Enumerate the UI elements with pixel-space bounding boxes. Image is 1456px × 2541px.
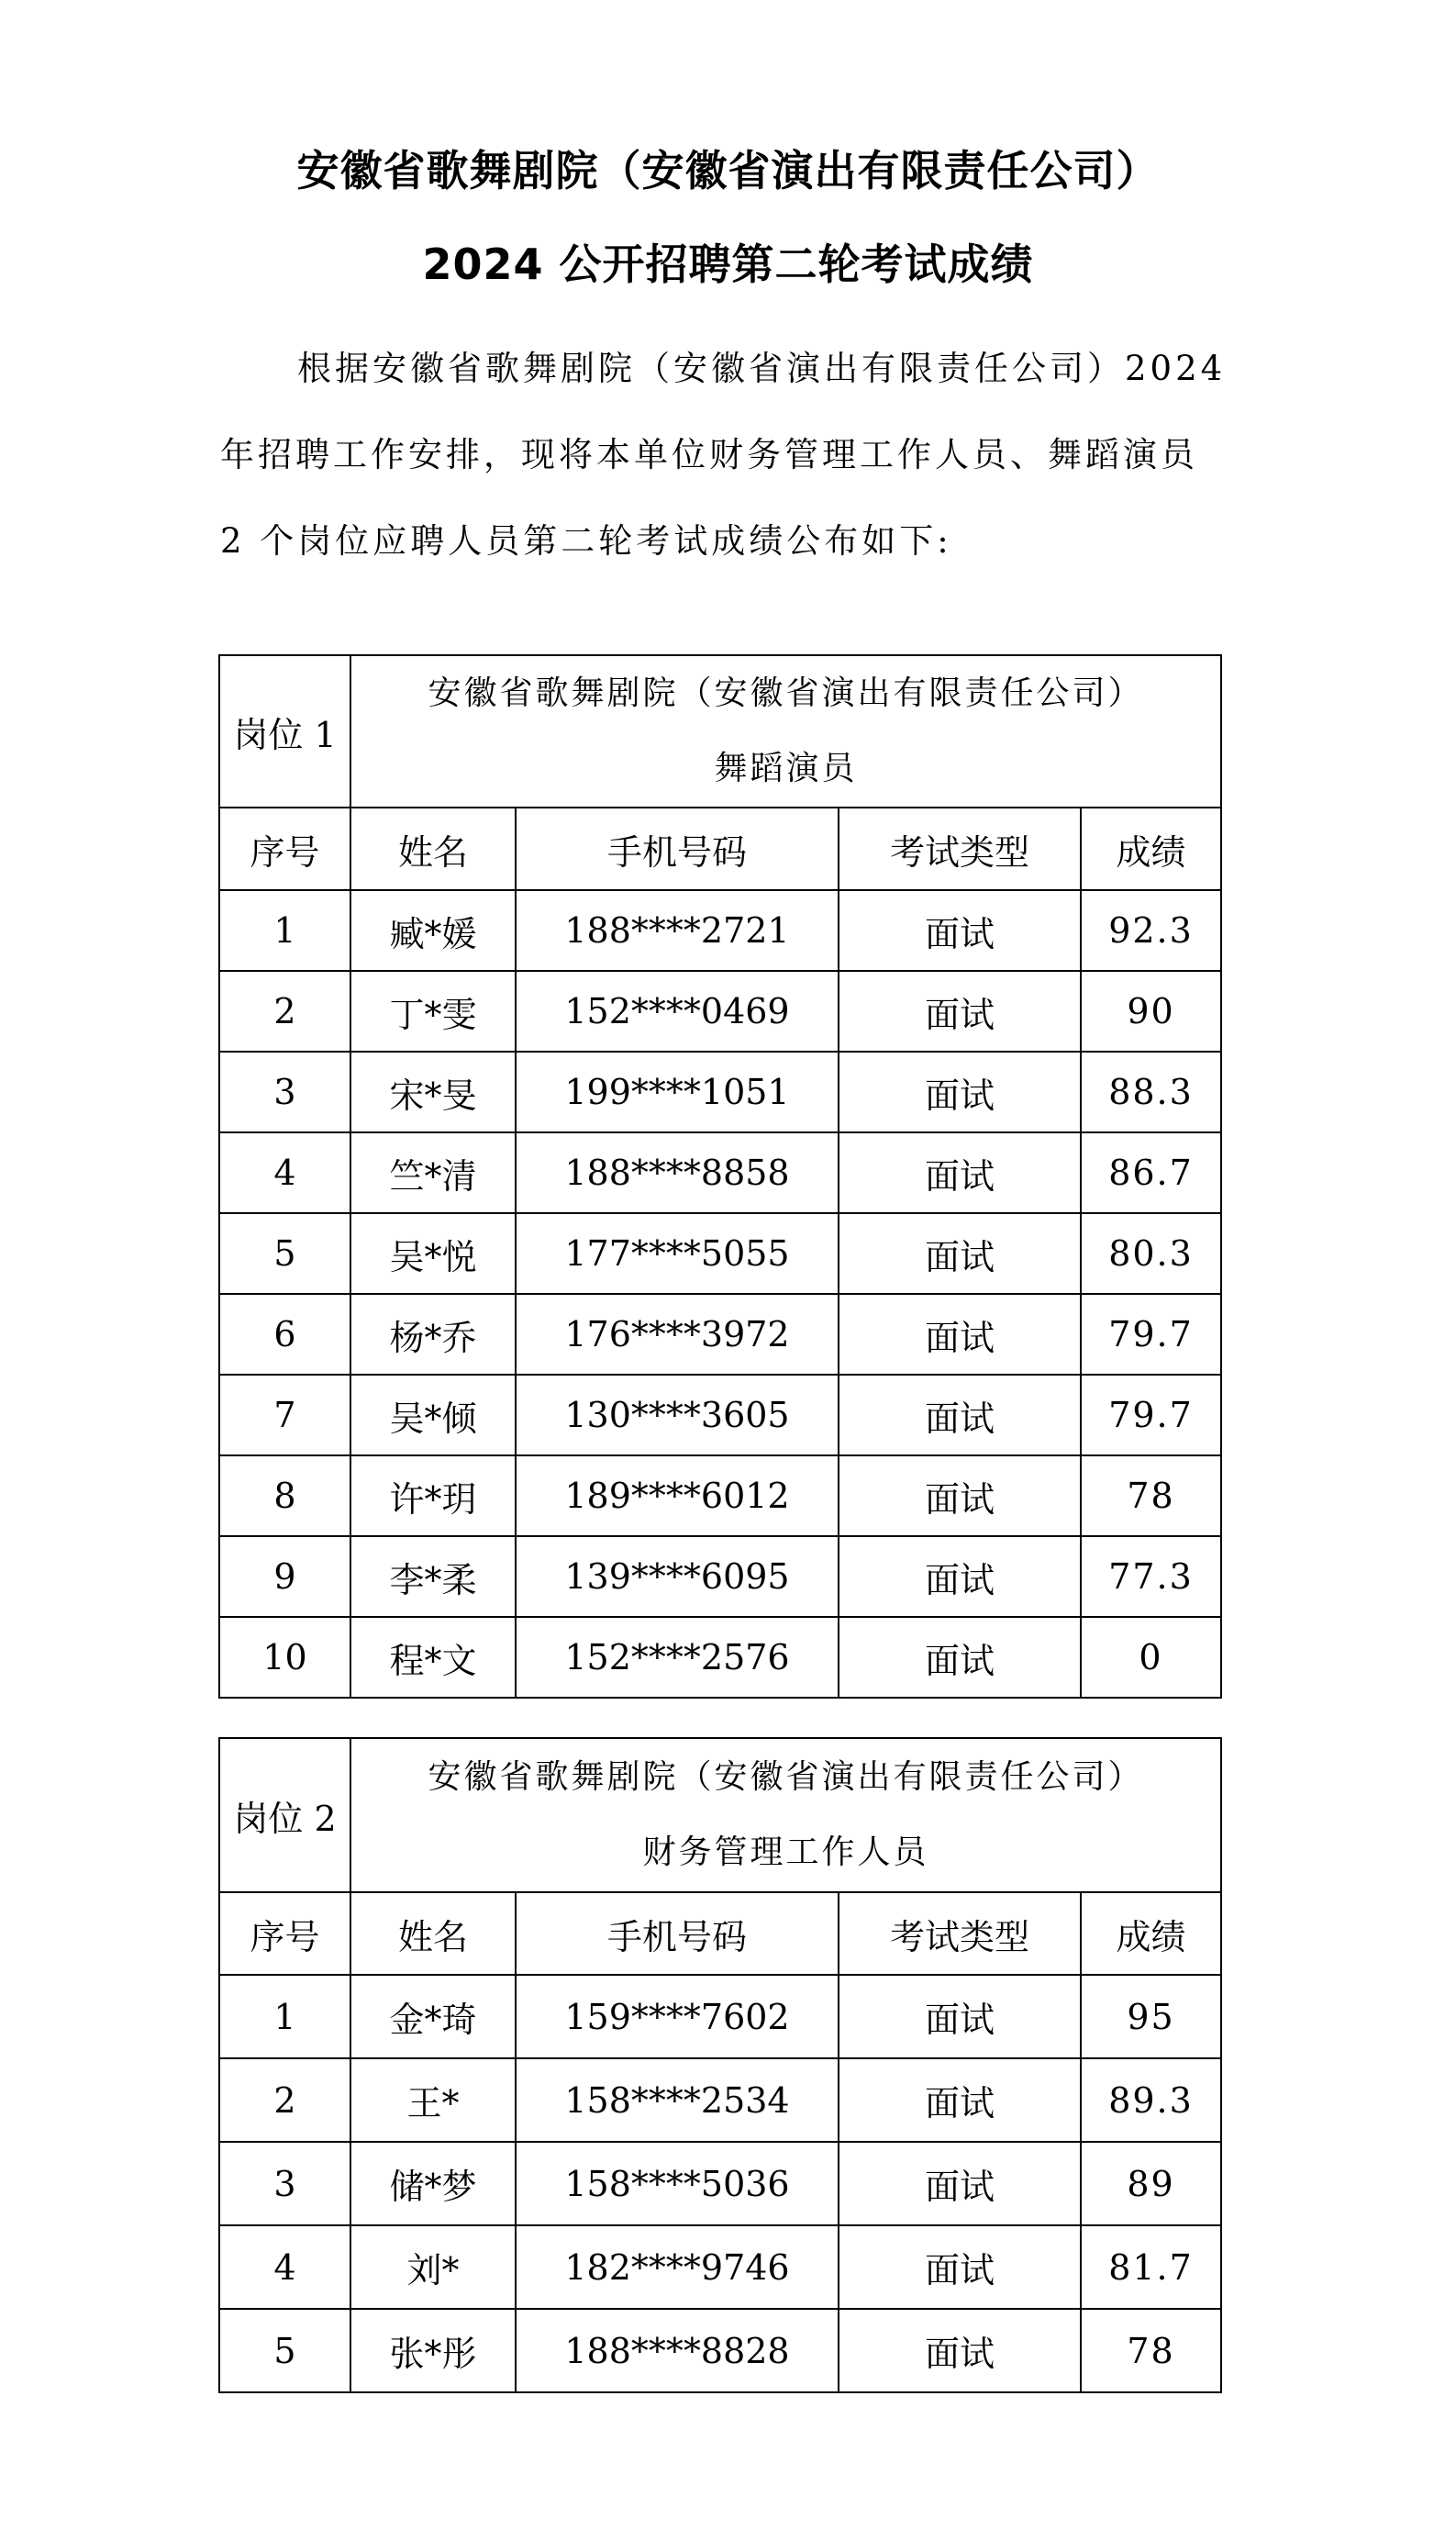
post-title (350, 1738, 1221, 1892)
column-header-no: 序号 (219, 808, 350, 890)
cell-no: 7 (219, 1375, 350, 1455)
cell-phone: 176****3972 (516, 1294, 839, 1375)
column-header-phone: 手机号码 (516, 1892, 839, 1975)
cell-score: 80.3 (1081, 1213, 1221, 1294)
cell-name: 吴*倾 (350, 1375, 516, 1455)
cell-exam-type: 面试 (839, 2058, 1081, 2142)
cell-phone: 188****2721 (516, 890, 839, 971)
cell-exam-type: 面试 (839, 1213, 1081, 1294)
column-header-score: 成绩 (1081, 1892, 1221, 1975)
column-header-exam-type: 考试类型 (839, 808, 1081, 890)
cell-exam-type: 面试 (839, 2142, 1081, 2225)
column-header-score: 成绩 (1081, 808, 1221, 890)
cell-name: 张*彤 (350, 2309, 516, 2392)
table-row (219, 2309, 1221, 2392)
cell-exam-type: 面试 (839, 971, 1081, 1052)
column-header-name: 姓名 (350, 1892, 516, 1975)
table-row (219, 1294, 1221, 1375)
cell-name: 王* (350, 2058, 516, 2142)
cell-exam-type: 面试 (839, 1975, 1081, 2058)
cell-phone: 159****7602 (516, 1975, 839, 2058)
table-header-row (219, 808, 1221, 890)
cell-phone: 130****3605 (516, 1375, 839, 1455)
cell-no: 9 (219, 1536, 350, 1617)
post-org: 安徽省歌舞剧院（安徽省演出有限责任公司） (428, 1758, 1144, 1796)
cell-no: 8 (219, 1455, 350, 1536)
cell-phone: 189****6012 (516, 1455, 839, 1536)
post-label: 岗位 2 (219, 1738, 350, 1892)
cell-score: 79.7 (1081, 1294, 1221, 1375)
cell-phone: 182****9746 (516, 2225, 839, 2309)
cell-no: 5 (219, 2309, 350, 2392)
post-position: 财务管理工作人员 (642, 1833, 929, 1871)
cell-no: 1 (219, 890, 350, 971)
cell-score: 89.3 (1081, 2058, 1221, 2142)
cell-no: 3 (219, 2142, 350, 2225)
post-label: 岗位 1 (219, 655, 350, 808)
cell-exam-type: 面试 (839, 890, 1081, 971)
cell-exam-type: 面试 (839, 2309, 1081, 2392)
cell-phone: 152****2576 (516, 1617, 839, 1698)
cell-name: 竺*清 (350, 1132, 516, 1213)
cell-no: 5 (219, 1213, 350, 1294)
table-row (219, 2058, 1221, 2142)
cell-exam-type: 面试 (839, 1617, 1081, 1698)
column-header-no: 序号 (219, 1892, 350, 1975)
table-row (219, 1617, 1221, 1698)
table-row (219, 971, 1221, 1052)
table-row (219, 1132, 1221, 1213)
cell-phone: 152****0469 (516, 971, 839, 1052)
cell-name: 吴*悦 (350, 1213, 516, 1294)
cell-name: 臧*媛 (350, 890, 516, 971)
cell-no: 1 (219, 1975, 350, 2058)
post-position: 舞蹈演员 (714, 750, 858, 787)
cell-exam-type: 面试 (839, 1536, 1081, 1617)
results-table-post-1 (218, 654, 1222, 1699)
cell-exam-type: 面试 (839, 1455, 1081, 1536)
cell-phone: 188****8828 (516, 2309, 839, 2392)
table-row (219, 890, 1221, 971)
cell-no: 10 (219, 1617, 350, 1698)
cell-score: 79.7 (1081, 1375, 1221, 1455)
cell-score: 0 (1081, 1617, 1221, 1698)
table-row (219, 2142, 1221, 2225)
intro-line: 2 个岗位应聘人员第二轮考试成绩公布如下: (220, 521, 952, 561)
column-header-name: 姓名 (350, 808, 516, 890)
cell-name: 储*梦 (350, 2142, 516, 2225)
cell-exam-type: 面试 (839, 1052, 1081, 1132)
cell-no: 2 (219, 971, 350, 1052)
cell-score: 88.3 (1081, 1052, 1221, 1132)
cell-score: 77.3 (1081, 1536, 1221, 1617)
results-table-post-2 (218, 1737, 1222, 2393)
cell-no: 4 (219, 1132, 350, 1213)
cell-phone: 139****6095 (516, 1536, 839, 1617)
intro-paragraph (220, 326, 1234, 585)
cell-score: 92.3 (1081, 890, 1221, 971)
cell-no: 6 (219, 1294, 350, 1375)
cell-no: 2 (219, 2058, 350, 2142)
document-title-line1: 安徽省歌舞剧院（安徽省演出有限责任公司） (296, 146, 1160, 195)
cell-name: 程*文 (350, 1617, 516, 1698)
intro-line: 年招聘工作安排，现将本单位财务管理工作人员、舞蹈演员 (220, 435, 1198, 474)
cell-no: 4 (219, 2225, 350, 2309)
cell-phone: 199****1051 (516, 1052, 839, 1132)
cell-phone: 188****8858 (516, 1132, 839, 1213)
cell-score: 81.7 (1081, 2225, 1221, 2309)
post-org: 安徽省歌舞剧院（安徽省演出有限责任公司） (428, 674, 1144, 712)
table-row (219, 1975, 1221, 2058)
cell-score: 95 (1081, 1975, 1221, 2058)
cell-name: 许*玥 (350, 1455, 516, 1536)
cell-exam-type: 面试 (839, 1375, 1081, 1455)
cell-name: 杨*乔 (350, 1294, 516, 1375)
table-row (219, 1536, 1221, 1617)
cell-score: 86.7 (1081, 1132, 1221, 1213)
table-row (219, 2225, 1221, 2309)
cell-phone: 177****5055 (516, 1213, 839, 1294)
table-row (219, 1375, 1221, 1455)
post-title (350, 655, 1221, 808)
cell-score: 90 (1081, 971, 1221, 1052)
cell-score: 78 (1081, 2309, 1221, 2392)
cell-exam-type: 面试 (839, 1294, 1081, 1375)
table-row (219, 1052, 1221, 1132)
cell-phone: 158****5036 (516, 2142, 839, 2225)
table-row (219, 1455, 1221, 1536)
table-row (219, 1213, 1221, 1294)
column-header-exam-type: 考试类型 (839, 1892, 1081, 1975)
cell-name: 宋*旻 (350, 1052, 516, 1132)
cell-exam-type: 面试 (839, 1132, 1081, 1213)
cell-name: 李*柔 (350, 1536, 516, 1617)
cell-phone: 158****2534 (516, 2058, 839, 2142)
cell-no: 3 (219, 1052, 350, 1132)
cell-name: 金*琦 (350, 1975, 516, 2058)
table-header-row (219, 1892, 1221, 1975)
cell-score: 89 (1081, 2142, 1221, 2225)
cell-score: 78 (1081, 1455, 1221, 1536)
cell-exam-type: 面试 (839, 2225, 1081, 2309)
cell-name: 刘* (350, 2225, 516, 2309)
document-title-line2: 2024 公开招聘第二轮考试成绩 (422, 240, 1034, 289)
column-header-phone: 手机号码 (516, 808, 839, 890)
intro-line: 根据安徽省歌舞剧院（安徽省演出有限责任公司）2024 (297, 349, 1227, 388)
cell-name: 丁*雯 (350, 971, 516, 1052)
